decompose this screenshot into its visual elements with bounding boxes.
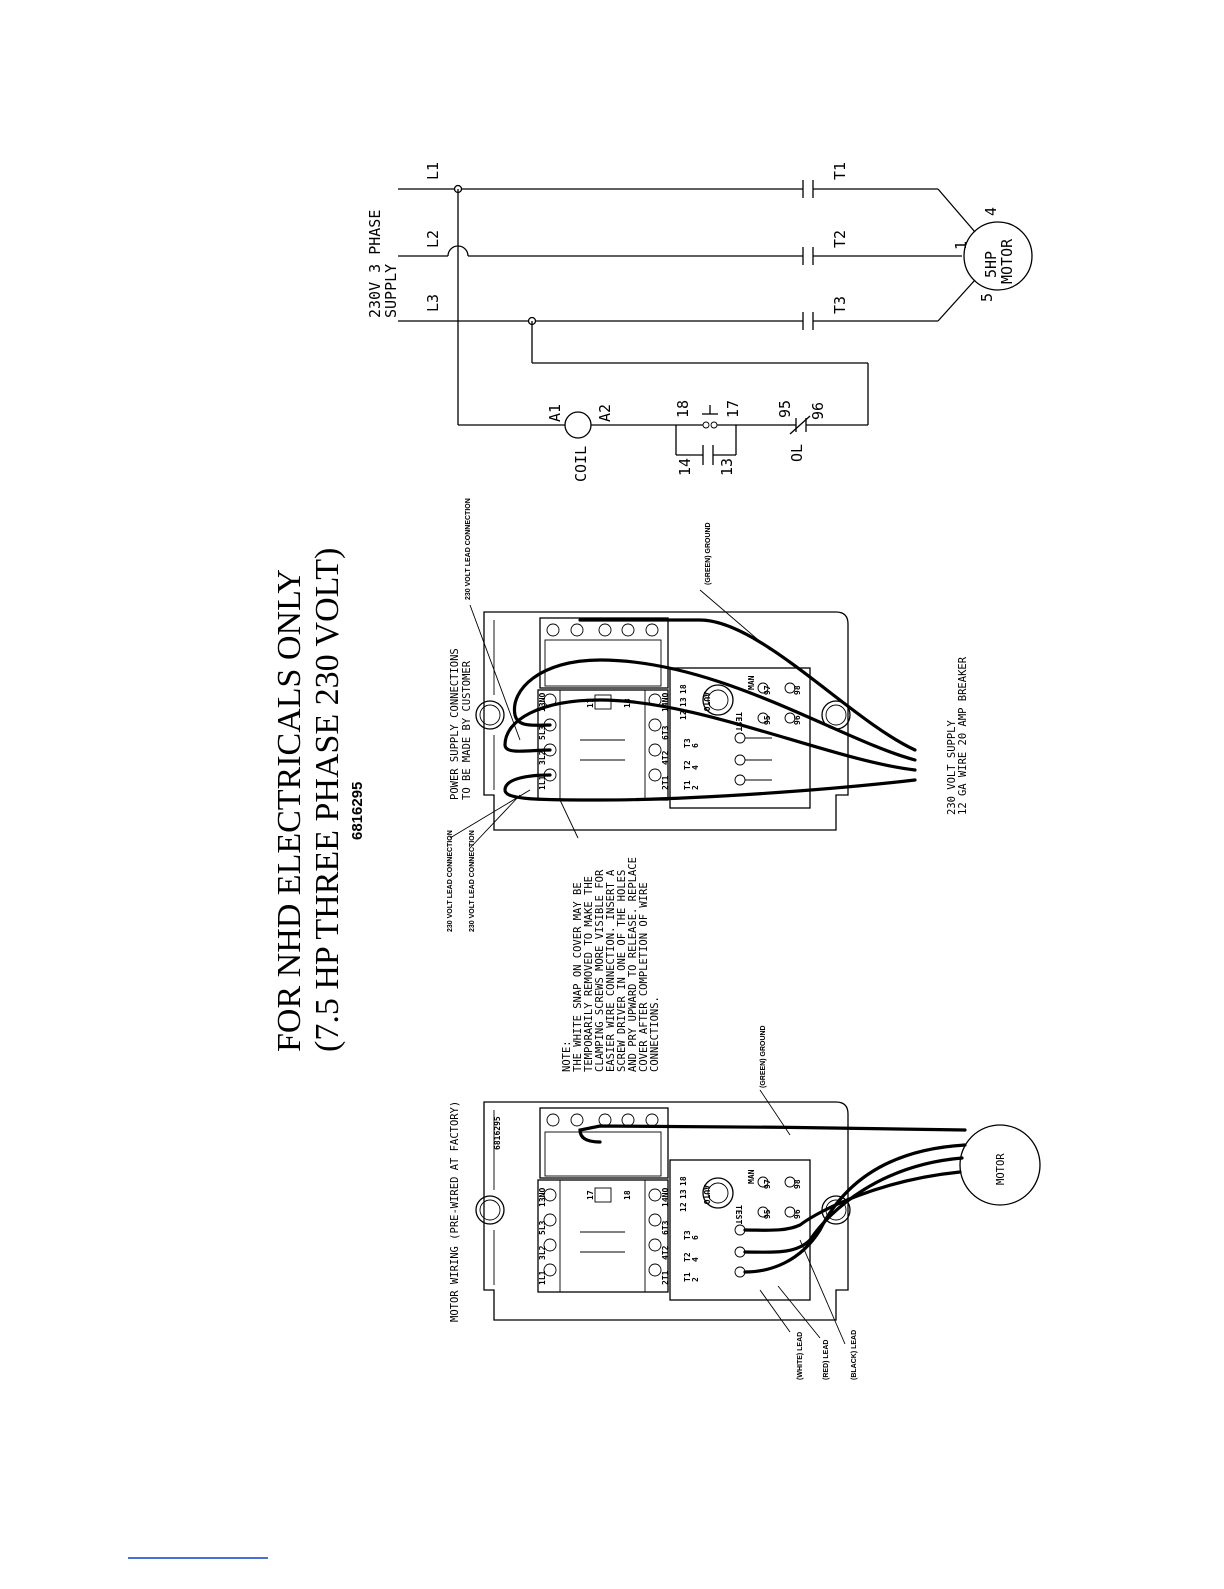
pwr-term-2t1: 2T1 [661, 775, 670, 790]
mtr-scale-18: 18 [679, 1176, 688, 1186]
title-block [271, 548, 346, 1052]
mtr-dial-auto: AUTO [702, 1185, 711, 1205]
mtr-ol-t2: T2 [683, 1252, 692, 1262]
mtr-dial-95: 95 [763, 1209, 772, 1219]
note-line-5: EASIER WIRE CONNECTION. INSERT A [605, 869, 617, 1072]
note-line-6: SCREW DRIVER IN ONE OF THE HOLES [616, 869, 628, 1072]
lead-connection-top: 230 VOLT LEAD CONNECTION [465, 498, 472, 600]
motor-wiring-box [449, 1025, 1040, 1380]
mtr-term-2t1: 2T1 [661, 1270, 670, 1285]
contact-95: 95 [776, 399, 794, 418]
line-label-l3: L3 [424, 293, 442, 312]
pwr-dial-98: 98 [793, 685, 802, 695]
pwr-term-13no: 13NO [538, 692, 547, 712]
line-label-l2: L2 [424, 229, 442, 248]
motor-circle-label: MOTOR [995, 1153, 1007, 1185]
motor-label-1: 5HP [982, 250, 1000, 278]
pwr-scale-12: 12 [679, 710, 688, 720]
motor-ground-wire [580, 1126, 965, 1142]
supply-note-2: 12 GA WIRE 20 AMP BREAKER [957, 656, 969, 815]
motor-lead-black [745, 1172, 960, 1230]
note-line-1: NOTE: [561, 1040, 573, 1072]
motor-wiring-heading: MOTOR WIRING (PRE-WIRED AT FACTORY) [449, 1100, 461, 1322]
motor-pin-1: 1 [952, 240, 970, 250]
pwr-term-1l1: 1L1 [538, 775, 547, 790]
pwr-dial-test: TEST [734, 712, 743, 732]
note-line-9: CONNECTIONS. [649, 996, 661, 1072]
mtr-term-1l1: 1L1 [538, 1270, 547, 1285]
motor-pin-5: 5 [978, 292, 996, 302]
pwr-ol-6: 6 [691, 743, 700, 748]
red-lead-label: (RED) LEAD [823, 1339, 830, 1380]
terminal-t3: T3 [831, 295, 849, 314]
contact-14: 14 [676, 457, 694, 476]
mtr-ol-4: 4 [691, 1257, 700, 1262]
note-line-7: AND PRY UPWARD TO RELEASE. REPLACE [627, 857, 639, 1072]
supply-wire-1 [505, 775, 915, 800]
pwr-scale-13: 13 [679, 697, 688, 707]
note-line-2: THE WHITE SNAP ON COVER MAY BE [572, 882, 584, 1072]
note-block [561, 857, 661, 1072]
pwr-dial-auto: AUTO [702, 692, 711, 712]
terminal-t1: T1 [831, 161, 849, 180]
line-label-l1: L1 [424, 161, 442, 180]
motor-box-number: 6816295 [493, 1116, 502, 1150]
pwr-ol-t3: T3 [683, 738, 692, 748]
mtr-term-13no: 13NO [538, 1187, 547, 1207]
mtr-dial-96: 96 [793, 1209, 802, 1219]
mtr-term-17: 17 [586, 1190, 595, 1200]
mtr-term-5l3: 5L3 [538, 1220, 547, 1235]
power-heading-1: POWER SUPPLY CONNECTIONS [449, 648, 461, 800]
pwr-ol-2: 2 [691, 785, 700, 790]
mtr-term-14no: 14NO [661, 1187, 670, 1207]
main-terminal-screws [544, 694, 661, 781]
mtr-dial-test: TEST [734, 1205, 743, 1225]
mtr-ol-t1: T1 [683, 1272, 692, 1282]
main-contacts [803, 180, 813, 330]
power-ground-label: (GREEN) GROUND [705, 522, 712, 585]
pwr-term-3l2: 3L2 [538, 750, 547, 765]
title-line-1: FOR NHD ELECTRICALS ONLY [271, 569, 308, 1052]
mtr-term-18: 18 [623, 1190, 632, 1200]
coil-a1: A1 [546, 403, 564, 422]
mtr-ol-6: 6 [691, 1235, 700, 1240]
coil-a2: A2 [596, 403, 614, 422]
note-line-8: COVER AFTER COMPLETION OF WIRE [638, 882, 650, 1072]
power-supply-box [447, 498, 969, 932]
mtr-scale-13: 13 [679, 1189, 688, 1199]
pwr-dial-95: 95 [763, 715, 772, 725]
motor-pin-4: 4 [982, 206, 1000, 216]
ground-strip-screws [547, 624, 658, 636]
pwr-term-6t3: 6T3 [661, 725, 670, 740]
pwr-ol-4: 4 [691, 765, 700, 770]
pwr-term-4t2: 4T2 [661, 750, 670, 765]
pwr-dial-man: MAN [747, 675, 756, 690]
motor-lead-red [745, 1158, 962, 1252]
pwr-term-14no: 14NO [661, 692, 670, 712]
contact-13: 13 [718, 457, 736, 476]
title-line-2: (7.5 HP THREE PHASE 230 VOLT) [309, 547, 346, 1052]
black-lead-label: (BLACK) LEAD [851, 1329, 858, 1380]
supply-label-2: SUPPLY [382, 263, 400, 318]
coil-symbol [565, 412, 591, 438]
power-heading-2: TO BE MADE BY CUSTOMER [461, 660, 473, 800]
schematic [366, 162, 1032, 482]
pwr-ol-t1: T1 [683, 780, 692, 790]
mtr-dial-man: MAN [747, 1169, 756, 1184]
lead-connection-left-1: 230 VOLT LEAD CONNECTION [447, 830, 454, 932]
coil-label: COIL [572, 445, 590, 482]
footer-rule [128, 1557, 268, 1559]
pwr-term-5l3: 5L3 [538, 725, 547, 740]
mtr-term-3l2: 3L2 [538, 1245, 547, 1260]
pwr-scale-18: 18 [679, 684, 688, 694]
pwr-ol-t2: T2 [683, 760, 692, 770]
overload-label: OL [788, 443, 806, 462]
supply-note-1: 230 VOLT SUPPLY [946, 720, 958, 815]
contact-18: 18 [674, 399, 692, 418]
contact-17: 17 [724, 399, 742, 418]
supply-label-1: 230V 3 PHASE [366, 209, 384, 318]
note-line-4: CLAMPING SCREWS MORE VISIBLE FOR [594, 869, 606, 1072]
mtr-dial-98: 98 [793, 1179, 802, 1189]
lead-connection-left-2: 230 VOLT LEAD CONNECTION [469, 830, 476, 932]
pwr-dial-97: 97 [763, 685, 772, 695]
mtr-term-4t2: 4T2 [661, 1245, 670, 1260]
pwr-term-18: 18 [623, 698, 632, 708]
pwr-dial-96: 96 [793, 715, 802, 725]
pwr-term-17: 17 [586, 698, 595, 708]
note-line-3: TEMPORARILY REMOVED TO MAKE THE [583, 876, 595, 1072]
mtr-ol-2: 2 [691, 1277, 700, 1282]
white-lead-label: (WHITE) LEAD [797, 1331, 804, 1380]
mtr-dial-97: 97 [763, 1179, 772, 1189]
part-number: 6816295 [349, 781, 366, 840]
mtr-term-6t3: 6T3 [661, 1220, 670, 1235]
motor-ground-label: (GREEN) GROUND [760, 1025, 767, 1088]
mtr-scale-12: 12 [679, 1202, 688, 1212]
contact-96: 96 [809, 401, 827, 420]
motor-label-2: MOTOR [998, 238, 1016, 284]
mtr-ol-t3: T3 [683, 1230, 692, 1240]
terminal-t2: T2 [831, 229, 849, 248]
